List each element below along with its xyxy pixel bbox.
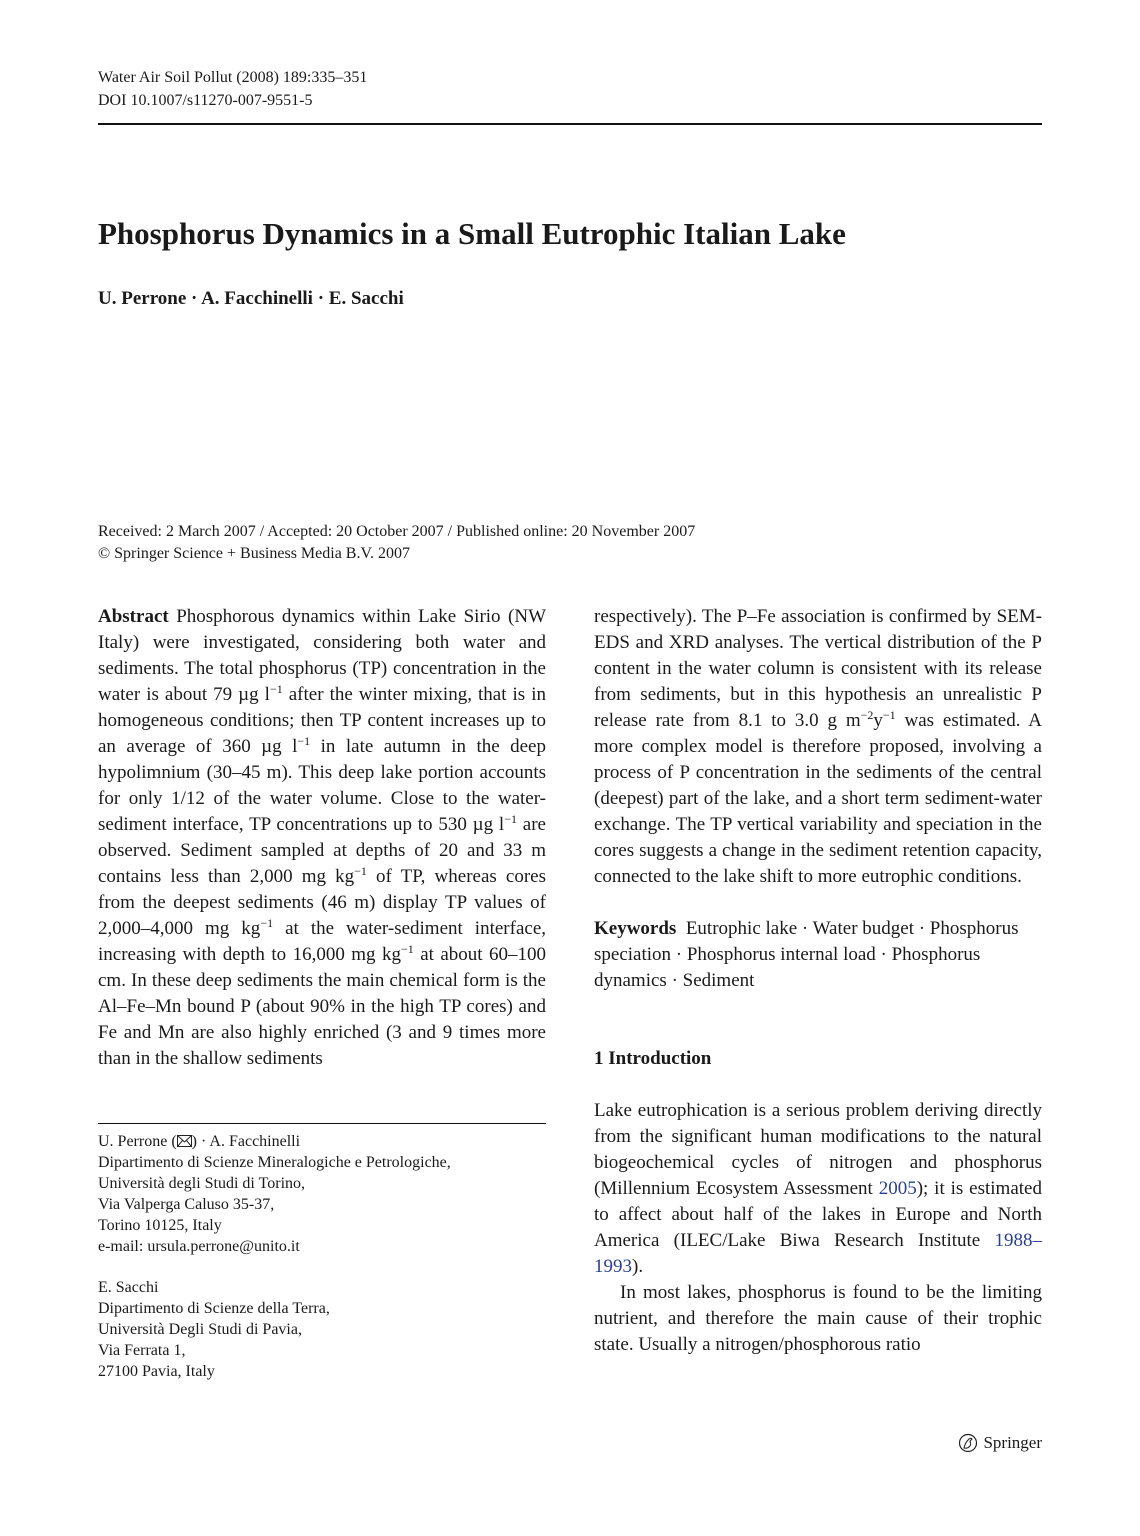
- article-title: Phosphorus Dynamics in a Small Eutrophic Italian Lake: [98, 216, 846, 251]
- superscript: −1: [400, 942, 414, 956]
- abstract-text: respectively). The P–Fe association is confirmed by SEM-EDS and XRD analyses. The vertical distribution of the P content in the water column is consistent with its release from sediments, but in this hypothesis an unrealistic P release rate from 8.1 to 3.0 g m: [594, 606, 1042, 731]
- abstract-text: at about 60–100 cm. In these deep sediments the main chemical form is the Al–Fe–Mn bound P (about 90% in the high TP cores) and Fe and Mn are also highly enriched (3 and 9 times more than in the shallow sediments: [98, 944, 546, 1069]
- abstract-column-left: [98, 604, 546, 1072]
- author-name: E. Sacchi: [98, 1279, 159, 1296]
- author-affiliations: [98, 1131, 546, 1402]
- citation-link[interactable]: 2005: [878, 1178, 917, 1199]
- abstract-text: Phosphorous dynamics within Lake Sirio (NW Italy) were investigated, considering both water and sediments. The total phosphorus (TP) concentration in the water is about 79 µg l: [98, 606, 547, 705]
- affiliation-1-authors: [98, 1131, 546, 1152]
- author-list: U. Perrone · A. Facchinelli · E. Sacchi: [98, 288, 404, 309]
- publication-info: [98, 521, 695, 565]
- envelope-icon: [177, 1135, 192, 1147]
- abstract-label: Abstract: [98, 606, 169, 627]
- abstract-text: in late autumn in the deep hypolimnium (30–45 m). This deep lake portion accounts for only 1/12 of the water volume. Close to the water-sediment interface, TP concentrations up to 530 µg l: [98, 736, 546, 835]
- footnote-rule: [98, 1123, 546, 1124]
- citation-link[interactable]: 1988–1993: [594, 1230, 1042, 1277]
- abstract-text: after the winter mixing, that is in homogeneous conditions; then TP content increases up to an average of 360 µg l: [98, 684, 546, 757]
- intro-paragraph-1: [594, 1098, 1042, 1280]
- affiliation-line: Dipartimento di Scienze della Terra,: [98, 1300, 330, 1317]
- journal-citation: Water Air Soil Pollut (2008) 189:335–351: [98, 69, 368, 86]
- superscript: −1: [269, 682, 283, 696]
- affiliation-line: Dipartimento di Scienze Mineralogiche e Petrologiche,: [98, 1154, 451, 1171]
- journal-header: [98, 66, 367, 112]
- author-email[interactable]: e-mail: ursula.perrone@unito.it: [98, 1238, 300, 1255]
- affiliation-1: [98, 1131, 546, 1257]
- paragraph-text: ); it is estimated to affect about half of the lakes in Europe and North America (ILEC/Lake Biwa Research Institute: [594, 1178, 1042, 1251]
- superscript: −1: [297, 734, 311, 748]
- author-name: U. Perrone (: [98, 1133, 177, 1150]
- superscript: −1: [260, 916, 274, 930]
- abstract-text: of TP, whereas cores from the deepest sediments (46 m) display TP values of 2,000–4,000 mg kg: [98, 866, 546, 939]
- right-column: [594, 604, 1042, 1358]
- paragraph-text: Lake eutrophication is a serious problem deriving directly from the significant human modifications to the natural biogeochemical cycles of nitrogen and phosphorus (Millennium Ecosystem Assessment: [594, 1100, 1042, 1199]
- section-heading-introduction: 1 Introduction: [594, 1048, 712, 1069]
- intro-paragraph-2: In most lakes, phosphorus is found to be the limiting nutrient, and therefore the main cause of their trophic state. Usually a nitrogen/phosphorous ratio: [594, 1282, 1042, 1355]
- header-rule: [98, 123, 1042, 125]
- affiliation-line: Via Ferrata 1,: [98, 1342, 186, 1359]
- superscript: −1: [882, 708, 896, 722]
- abstract-continued: [594, 604, 1042, 890]
- doi: DOI 10.1007/s11270-007-9551-5: [98, 92, 313, 109]
- superscript: −1: [354, 864, 367, 878]
- abstract: [98, 604, 546, 1072]
- abstract-text: are observed. Sediment sampled at depths of 20 and 33 m contains less than 2,000 mg kg: [98, 814, 546, 887]
- affiliation-line: Via Valperga Caluso 35-37,: [98, 1196, 275, 1213]
- author-name: ) · A. Facchinelli: [191, 1133, 301, 1150]
- affiliation-line: Università degli Studi di Torino,: [98, 1175, 306, 1192]
- abstract-text: was estimated. A more complex model is therefore proposed, involving a process of P concentration in the sediments of the central (deepest) part of the lake, and a short term sediment-water exchange. The TP vertical variability and speciation in the cores suggests a change in the sediment retention capacity, connected to the lake shift to more eutrophic conditions.: [594, 710, 1043, 887]
- abstract-text: at the water-sediment interface, increasing with depth to 16,000 mg kg: [98, 918, 547, 965]
- keywords-label: Keywords: [594, 918, 677, 939]
- unit: y: [873, 710, 883, 731]
- copyright: © Springer Science + Business Media B.V. 2007: [98, 545, 410, 562]
- superscript: −2: [860, 708, 874, 722]
- publisher-name: Springer: [983, 1433, 1042, 1452]
- superscript: −1: [504, 812, 517, 826]
- affiliation-line: Università Degli Studi di Pavia,: [98, 1321, 302, 1338]
- publisher-logo: [958, 1431, 1042, 1455]
- keywords-list: Eutrophic lake · Water budget · Phosphorus speciation · Phosphorus internal load · Phosphorus dynamics · Sediment: [594, 918, 1019, 991]
- springer-horse-icon: [958, 1433, 978, 1453]
- affiliation-line: Torino 10125, Italy: [98, 1217, 222, 1234]
- article-dates: Received: 2 March 2007 / Accepted: 20 October 2007 / Published online: 20 November 2007: [98, 523, 696, 540]
- affiliation-2: [98, 1277, 546, 1382]
- affiliation-line: 27100 Pavia, Italy: [98, 1363, 215, 1380]
- keywords: [594, 916, 1042, 994]
- paragraph-text: ).: [632, 1256, 644, 1277]
